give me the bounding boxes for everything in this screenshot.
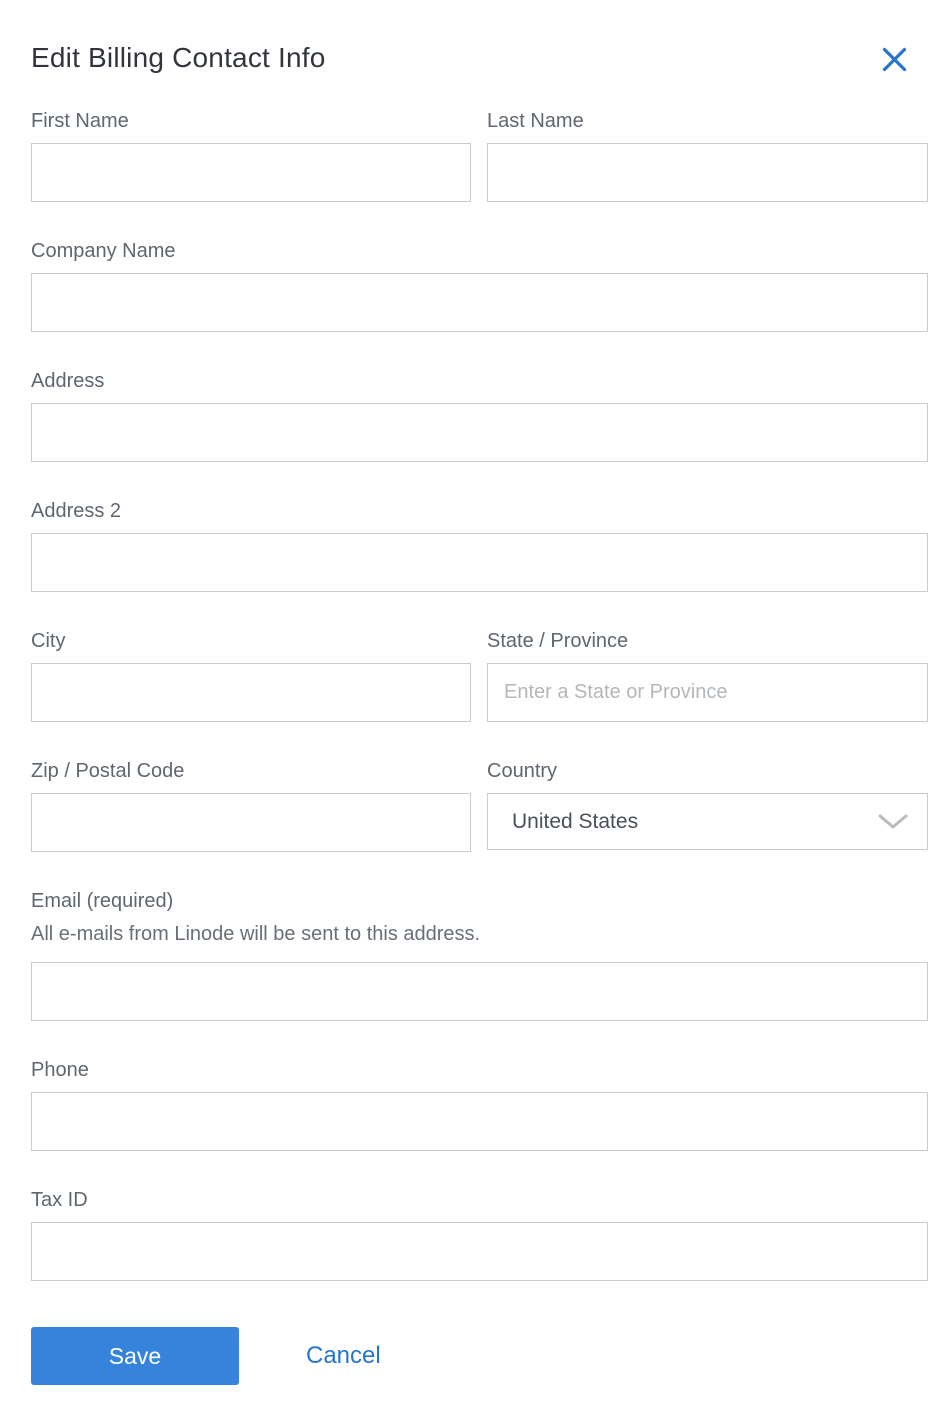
country-label: Country — [487, 760, 558, 782]
cancel-button[interactable]: Cancel — [306, 1342, 381, 1369]
phone-label: Phone — [31, 1059, 89, 1081]
company-name-field — [31, 238, 928, 332]
save-button[interactable]: Save — [31, 1327, 239, 1385]
tax-id-label: Tax ID — [31, 1189, 88, 1211]
email-field — [31, 888, 928, 1021]
last-name-input[interactable] — [487, 143, 928, 202]
country-field — [487, 758, 928, 852]
name-row — [31, 108, 928, 202]
address2-label: Address 2 — [31, 500, 122, 522]
form-actions — [31, 1327, 928, 1385]
page-title: Edit Billing Contact Info — [31, 42, 326, 73]
company-name-label: Company Name — [31, 240, 176, 262]
first-name-field — [31, 108, 471, 202]
close-icon — [881, 46, 908, 73]
phone-field — [31, 1057, 928, 1151]
address-input[interactable] — [31, 403, 928, 462]
zip-field — [31, 758, 471, 852]
city-input[interactable] — [31, 663, 471, 722]
modal-header — [31, 38, 928, 78]
email-helper-text: All e-mails from Linode will be sent to this address. — [31, 923, 481, 945]
phone-input[interactable] — [31, 1092, 928, 1151]
tax-id-input[interactable] — [31, 1222, 928, 1281]
company-name-input[interactable] — [31, 273, 928, 332]
last-name-label: Last Name — [487, 110, 584, 132]
zip-label: Zip / Postal Code — [31, 760, 185, 782]
first-name-label: First Name — [31, 110, 129, 132]
chevron-down-icon — [877, 814, 909, 830]
address-field — [31, 368, 928, 462]
city-field — [31, 628, 471, 722]
close-button[interactable] — [877, 42, 912, 77]
zip-country-row — [31, 758, 928, 852]
first-name-input[interactable] — [31, 143, 471, 202]
address-label: Address — [31, 370, 105, 392]
state-field — [487, 628, 928, 722]
email-input[interactable] — [31, 962, 928, 1021]
address2-field — [31, 498, 928, 592]
billing-contact-form — [31, 108, 928, 1385]
city-state-row — [31, 628, 928, 722]
tax-id-field — [31, 1187, 928, 1281]
country-selected-value: United States — [512, 809, 639, 833]
country-select[interactable] — [487, 793, 928, 850]
state-input[interactable] — [487, 663, 928, 722]
address2-input[interactable] — [31, 533, 928, 592]
state-label: State / Province — [487, 630, 629, 652]
zip-input[interactable] — [31, 793, 471, 852]
city-label: City — [31, 630, 66, 652]
email-label: Email (required) — [31, 890, 174, 912]
last-name-field — [487, 108, 928, 202]
